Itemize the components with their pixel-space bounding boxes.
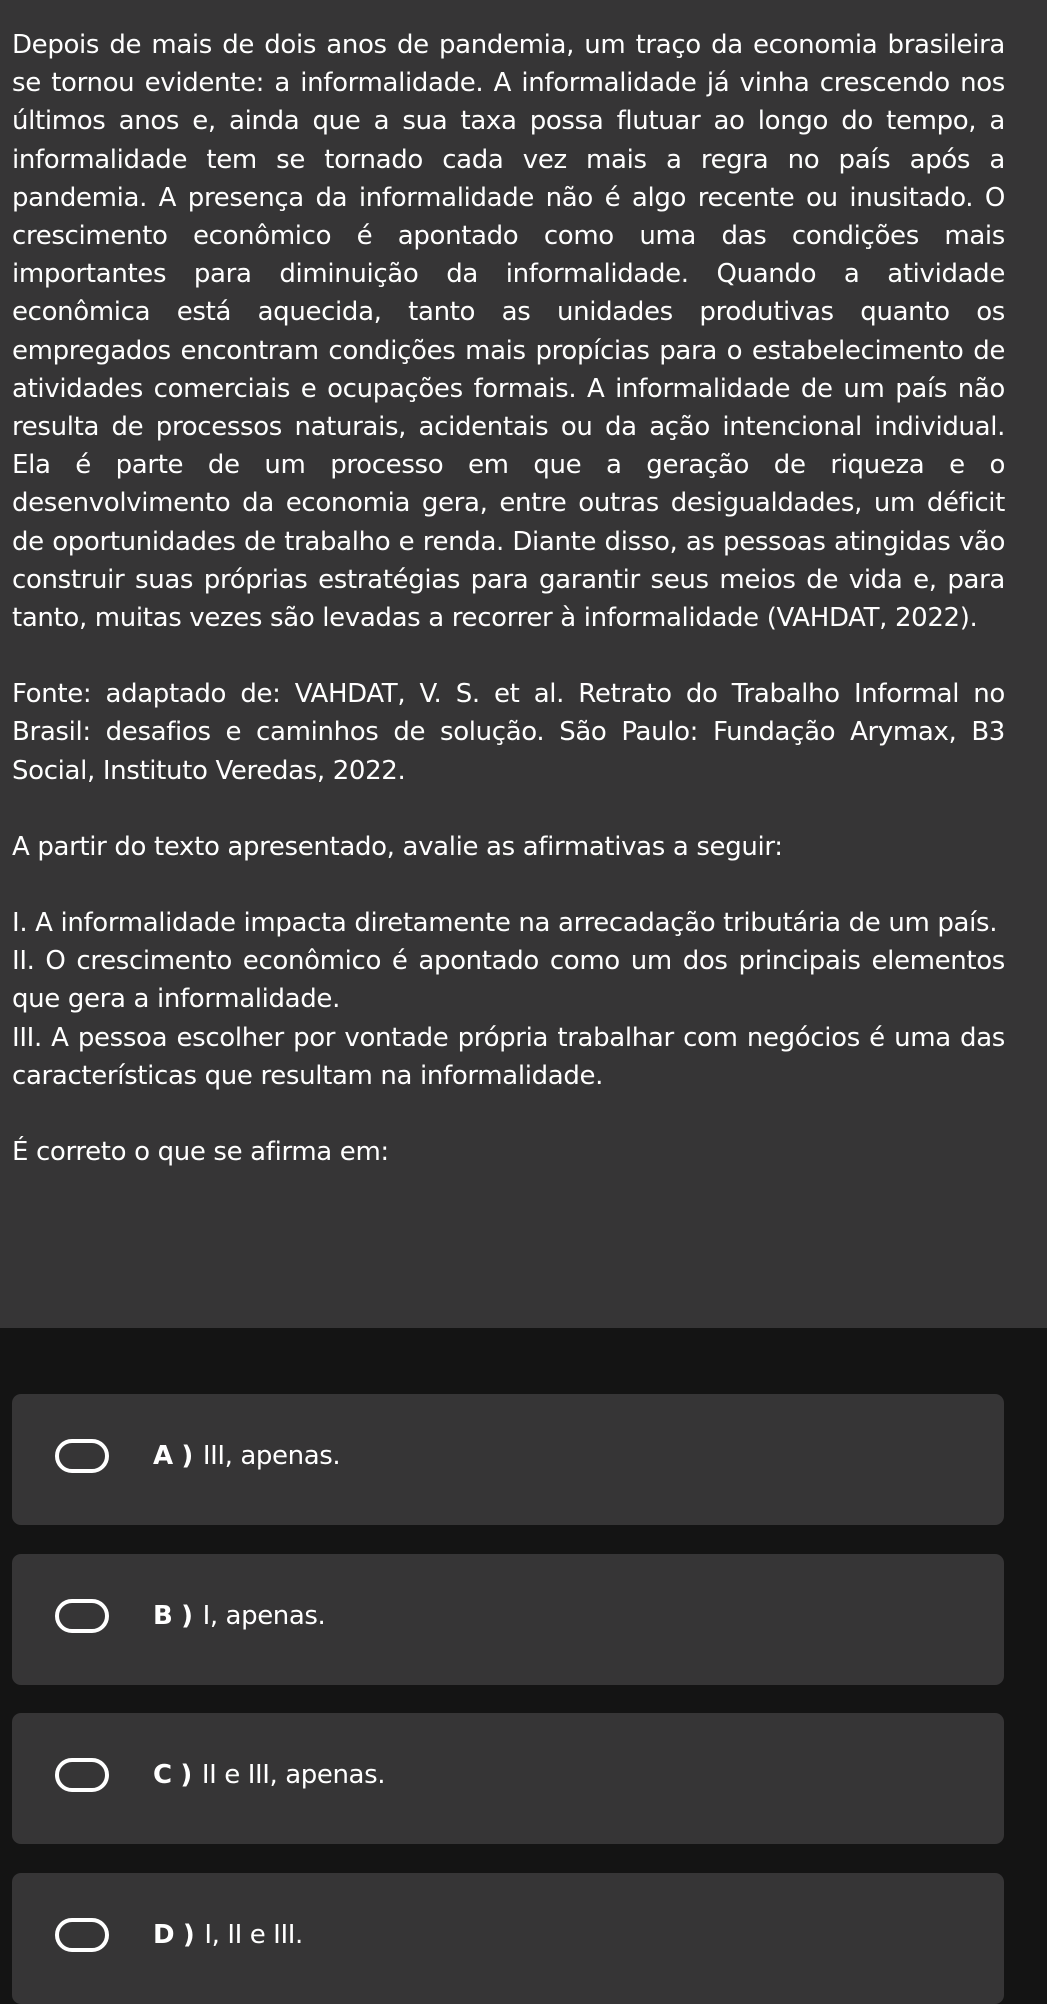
question-prompt: É correto o que se afirma em:: [12, 1137, 389, 1168]
option-text: I, apenas.: [202, 1601, 326, 1631]
option-c-label: [153, 1756, 385, 1794]
radio-circle-icon[interactable]: [55, 1439, 109, 1473]
option-text: III, apenas.: [202, 1441, 341, 1471]
radio-circle-icon[interactable]: [55, 1758, 109, 1792]
radio-circle-icon[interactable]: [55, 1599, 109, 1633]
option-text: I, II e III.: [204, 1920, 303, 1950]
option-text: II e III, apenas.: [201, 1760, 386, 1790]
statement-2: II. O crescimento econômico é apontado como um dos principais elementos que gera a informalidade.: [12, 946, 1005, 1015]
statement-3: III. A pessoa escolher por vontade própria trabalhar com negócios é uma das características que resultam na informalidade.: [12, 1022, 1005, 1091]
radio-circle-icon[interactable]: [55, 1918, 109, 1952]
option-b[interactable]: [12, 1554, 1004, 1685]
option-a[interactable]: [12, 1394, 1004, 1525]
option-d[interactable]: [12, 1873, 1004, 2004]
option-letter: C ): [153, 1760, 192, 1790]
option-c[interactable]: [12, 1713, 1004, 1844]
option-a-label: [153, 1437, 340, 1475]
question-paragraph: Depois de mais de dois anos de pandemia, um traço da economia brasileira se tornou evidente: a informalidade. A informalidade já vinha crescendo nos últimos anos e, ainda que a sua taxa possa flutuar ao longo do tempo, a informalidade tem se tornado cada vez mais a regra no país após a pandemia. A presença da informalidade não é algo recente ou inusitado. O crescimento econômico é apontado como uma das condições mais importantes para diminuição da informalidade. Quando a atividade econômica está aquecida, tanto as unidades produtivas quanto os empregados encontram condições mais propícias para o estabelecimento de atividades comerciais e ocupações formais. A informalidade de um país não resulta de processos naturais, acidentais ou da ação intencional individual. Ela é parte de um processo em que a geração de riqueza e o desenvolvimento da economia gera, entre outras desigualdades, um déficit de oportunidades de trabalho e renda. Diante disso, as pessoas atingidas vão construir suas próprias estratégias para garantir seus meios de vida e, para tanto, muitas vezes são levadas a recorrer à informalidade (VAHDAT, 2022).: [12, 30, 1005, 634]
option-letter: D ): [153, 1920, 195, 1950]
option-letter: A ): [153, 1441, 193, 1471]
statement-1: I. A informalidade impacta diretamente na arrecadação tributária de um país.: [12, 908, 998, 939]
option-letter: B ): [153, 1601, 193, 1631]
option-b-label: [153, 1597, 325, 1635]
option-d-label: [153, 1916, 303, 1954]
question-source: Fonte: adaptado de: VAHDAT, V. S. et al. Retrato do Trabalho Informal no Brasil: desafios e caminhos de solução. São Paulo: Fundação Arymax, B3 Social, Instituto Veredas, 2022.: [12, 679, 1005, 786]
question-instruction: A partir do texto apresentado, avalie as afirmativas a seguir:: [12, 831, 783, 862]
